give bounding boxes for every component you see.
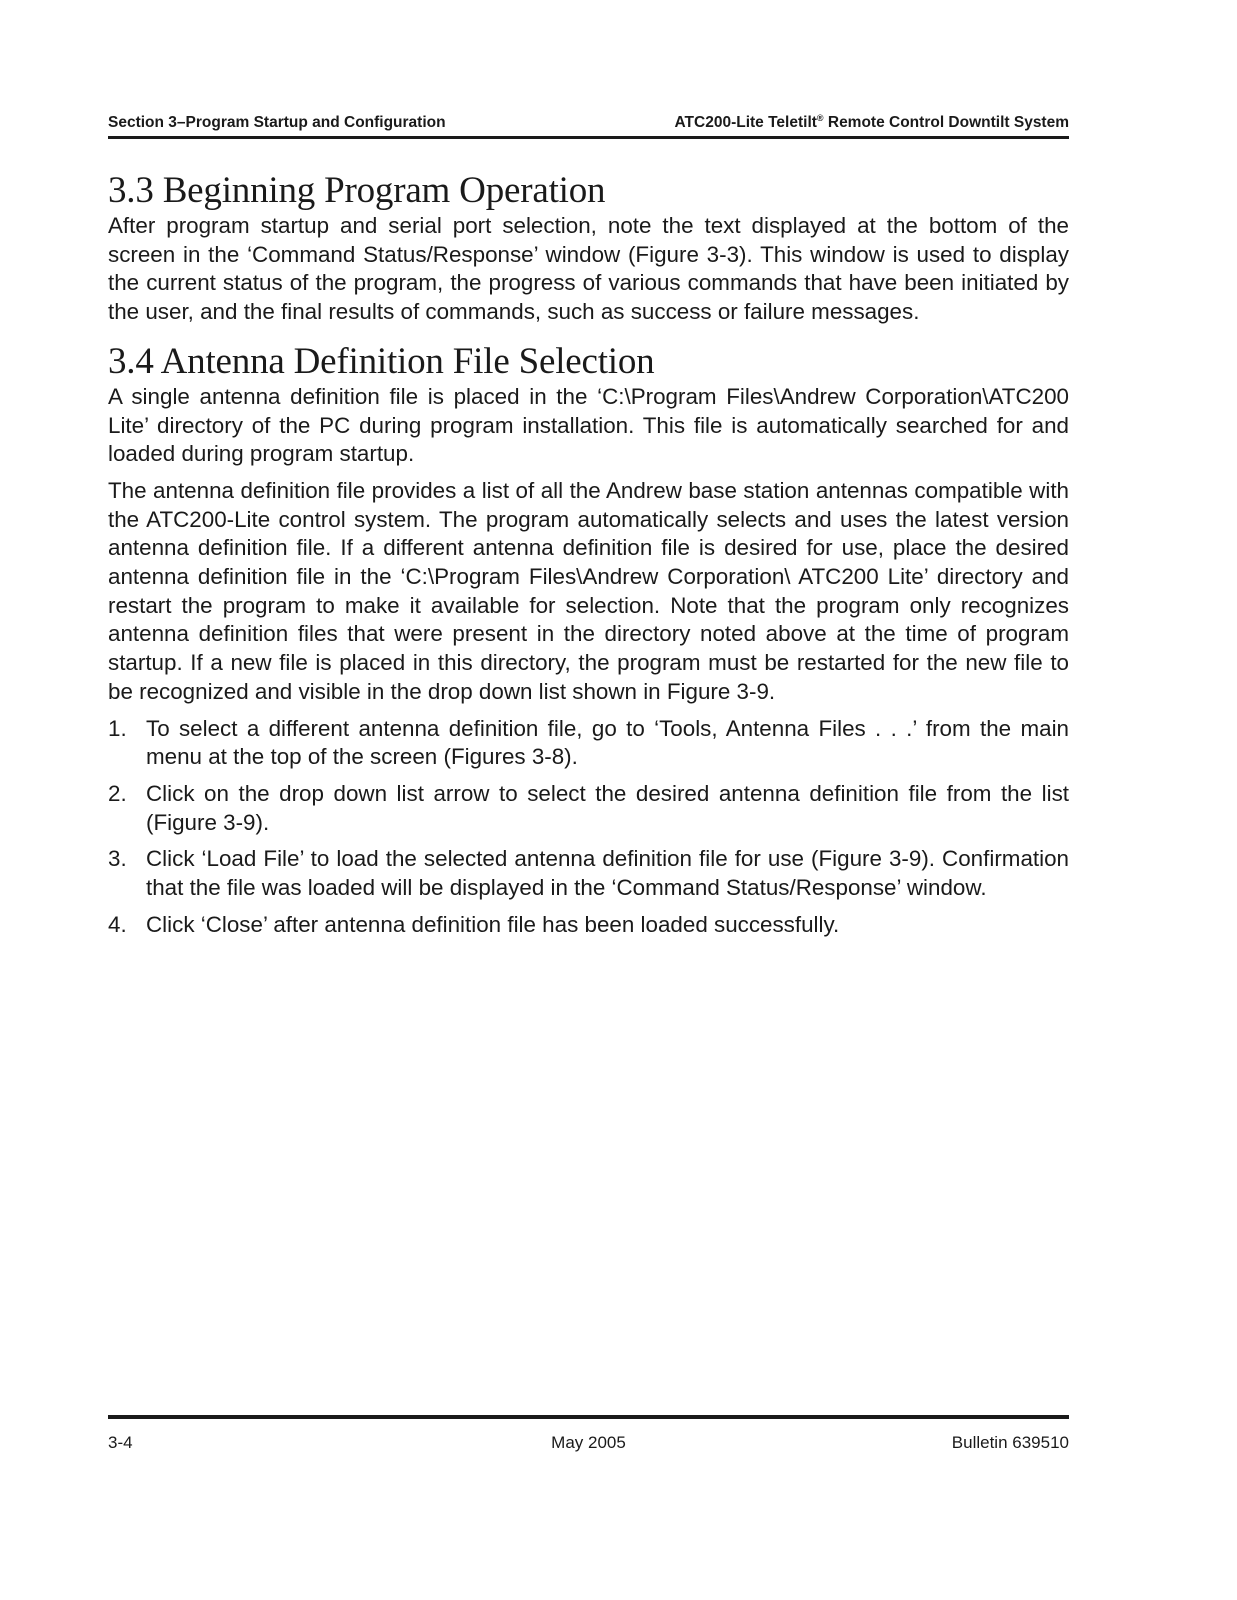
footer-date: May 2005 [551,1433,626,1452]
step-text: Click ‘Close’ after antenna definition file has been loaded successfully. [146,911,840,937]
step-number: 1. [108,715,127,741]
step-item [108,780,1069,837]
footer-bulletin: Bulletin 639510 [951,1433,1069,1452]
step-item [108,715,1069,772]
running-header [108,114,1069,139]
registered-mark: ® [816,112,824,123]
header-section-title: Section 3–Program Startup and Configuration [108,114,446,131]
step-item [108,845,1069,902]
header-product-suffix: Remote Control Downtilt System [823,114,1069,131]
footer-page-number: 3-4 [108,1433,133,1452]
step-number: 4. [108,911,127,937]
header-product-title [675,114,1069,132]
section-3-3-paragraph: After program startup and serial port selection, note the text displayed at the bottom of the screen in the ‘Command Status/Response’ window (Figure 3-3). This window is used to display the current status of the program, the progress of various commands that have been initiated by the user, and the final results of commands, such as success or failure messages. [108,213,1069,325]
step-item [108,911,1069,940]
section-3-3-heading: 3.3 Beginning Program Operation [108,170,606,211]
document-page [108,0,1069,1600]
section-3-4-heading: 3.4 Antenna Definition File Selection [108,340,655,382]
running-footer [108,1415,1069,1459]
step-text: Click on the drop down list arrow to select the desired antenna definition file from the list (Figure 3-9). [146,780,1069,835]
section-3-4-paragraph-2: The antenna definition file provides a list of all the Andrew base station antennas compatible with the ATC200-Lite control system. The program automatically selects and uses the latest version antenna definition file. If a different antenna definition file is desired for use, place the desired antenna definition file in the ‘C:\Program Files\Andrew Corporation\ ATC200 Lite’ directory and restart the program to make it available for selection. Note that the program only recognizes antenna definition files that were present in the directory noted above at the time of program startup. If a new file is placed in this directory, the program must be restarted for the new file to be recognized and visible in the drop down list shown in Figure 3-9. [108,477,1069,704]
page-content [108,170,1069,947]
section-3-4-paragraph-1: A single antenna definition file is placed in the ‘C:\Program Files\Andrew Corporation\ATC200 Lite’ directory of the PC during program installation. This file is automatically searched for and loaded during program startup. [108,383,1069,467]
header-product-name: ATC200-Lite Teletilt [674,114,817,131]
step-text: To select a different antenna definition file, go to ‘Tools, Antenna Files . . .’ from the main menu at the top of the screen (Figures 3-8). [146,715,1069,770]
step-number: 3. [108,846,127,872]
step-number: 2. [108,780,127,806]
step-text: Click ‘Load File’ to load the selected antenna definition file for use (Figure 3-9). Confirmation that the file was loaded will be displayed in the ‘Command Status/Response’ window. [146,846,1069,901]
procedure-steps [108,715,1069,940]
